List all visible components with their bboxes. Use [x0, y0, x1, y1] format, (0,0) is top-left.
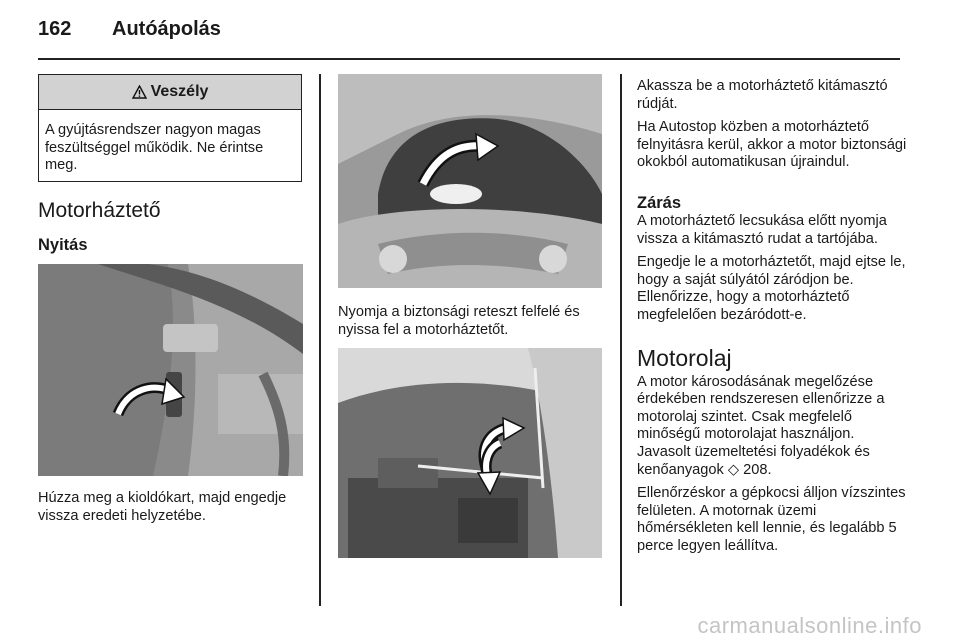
hood-opening-illustration — [338, 74, 602, 288]
column-divider-right — [620, 74, 622, 606]
para-oil-1-text: A motor károsodásának megelőzése érdekében rendszeresen ellenőrizze a motorolaj szintet. Csak megfelelő minőségű motorolajat használjon. Javasolt üzemeltetési folyadékok és kenőanyagok — [637, 373, 885, 478]
danger-text: A gyújtásrendszer nagyon magas feszültséggel működik. Ne érintse meg. — [45, 122, 264, 174]
section-title-hood: Motorháztető — [38, 199, 161, 222]
para-autostop: Ha Autostop közben a motorháztető felnyitásra kerül, akkor a motor biztonsági okokból automatikusan újraindul. — [637, 119, 907, 171]
left-column — [38, 74, 302, 182]
page-reference-link[interactable]: 208 — [743, 461, 768, 478]
caption-release-lever: Húzza meg a kioldókart, majd engedje vissza eredeti helyzetébe. — [38, 490, 287, 524]
subsection-title-closing: Zárás — [637, 193, 682, 212]
right-column — [637, 78, 907, 555]
para-oil-2: Ellenőrzéskor a gépkocsi álljon vízszintes felületen. A motornak üzemi hőmérsékleten kell lennie, és legalább 5 perce legyen leállítva. — [637, 485, 906, 554]
para-oil-1 — [637, 374, 907, 480]
column-divider-left — [319, 74, 321, 606]
danger-box — [38, 74, 302, 182]
para-oil-1-end: . — [767, 461, 772, 478]
hood-release-lever-illustration — [38, 264, 303, 476]
site-watermark: carmanualsonline.info — [697, 613, 922, 638]
subsection-title-opening: Nyitás — [38, 236, 88, 254]
page-reference-arrow-icon: ◇ — [727, 461, 744, 478]
page-header — [38, 18, 221, 41]
para-closing-1: A motorháztető lecsukása előtt nyomja vissza a kitámasztó rudat a tartójába. — [637, 212, 887, 247]
warning-triangle-icon — [132, 85, 147, 99]
section-title-engine-oil: Motorolaj — [637, 344, 732, 371]
hood-prop-rod-illustration — [338, 348, 602, 558]
para-closing-2: Engedje le a motorháztetőt, majd ejtse le, hogy a saját súlyától záródjon be. Ellenőrizze, hogy a motorháztető megfelelően bezáródott-e. — [637, 254, 906, 323]
chapter-title: Autóápolás — [112, 18, 221, 40]
para-prop-rod: Akassza be a motorháztető kitámasztó rúdját. — [637, 78, 888, 112]
caption-safety-latch: Nyomja a biztonsági reteszt felfelé és nyissa fel a motorháztetőt. — [338, 304, 580, 338]
header-rule — [38, 58, 900, 60]
page-number: 162 — [38, 18, 72, 40]
danger-box-header — [39, 75, 301, 110]
danger-title: Veszély — [150, 83, 209, 100]
